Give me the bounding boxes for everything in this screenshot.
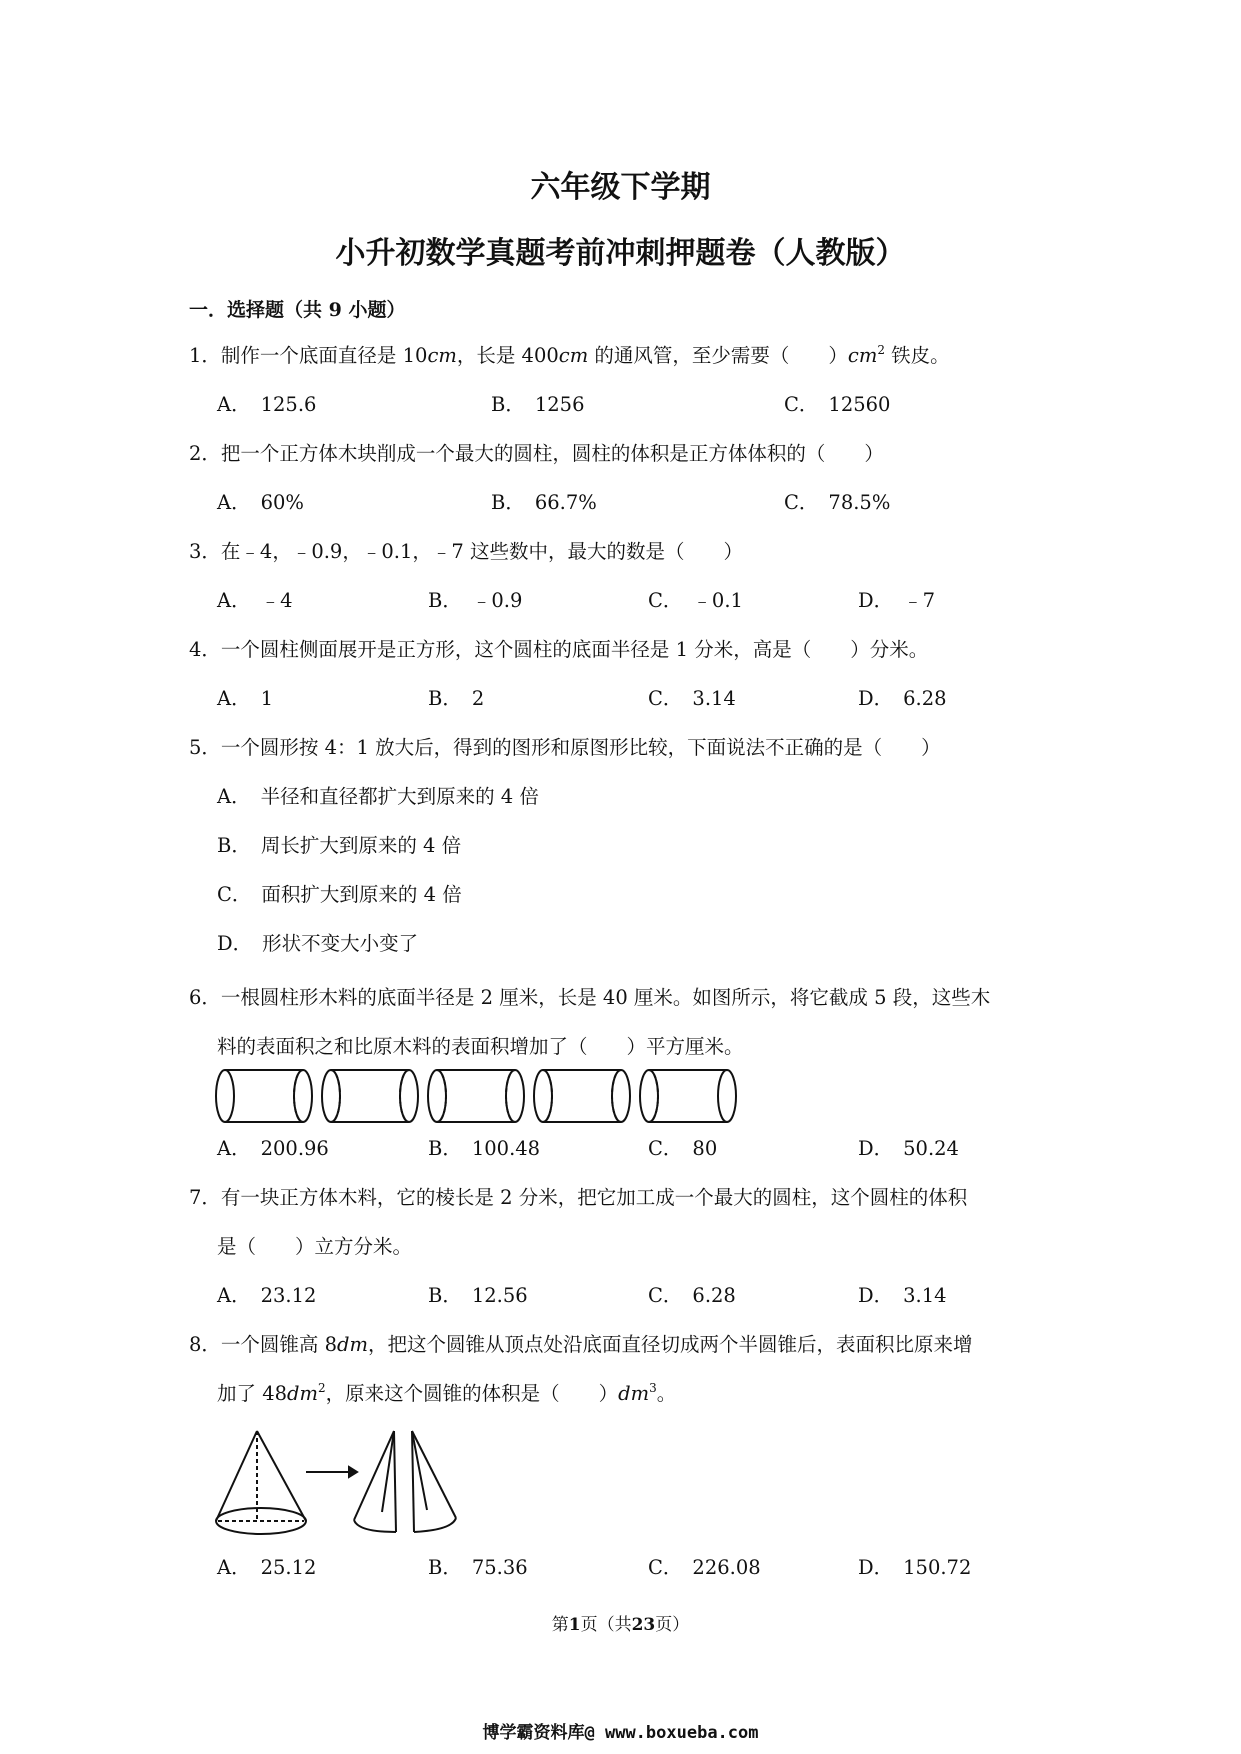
- cone-cut-figure: [214, 1428, 474, 1543]
- cylinder-segment: [640, 1070, 736, 1122]
- cone-icon: [216, 1431, 306, 1534]
- option-c: C． 78.5%: [784, 491, 891, 514]
- page-footer: 第1页（共23页）: [551, 1615, 690, 1635]
- cylinder-segments-figure: [215, 1067, 745, 1125]
- option-a: A． 125.6: [217, 393, 317, 416]
- half-cone-left-icon: [354, 1431, 396, 1532]
- unit: cm: [427, 344, 457, 367]
- option-b: B． 2: [428, 687, 485, 710]
- question-2: [189, 438, 884, 466]
- question-number: 3．: [189, 540, 221, 563]
- option-a: A． ﹣4: [217, 589, 293, 612]
- option-a: A． 半径和直径都扩大到原来的 4 倍: [217, 785, 539, 808]
- question-6: [189, 982, 990, 1010]
- option-c: C． 226.08: [648, 1556, 761, 1579]
- option-b: B． 66.7%: [491, 491, 597, 514]
- half-cone-right-icon: [412, 1431, 456, 1532]
- question-6-line2: 料的表面积之和比原木料的表面积增加了（ ）平方厘米。: [217, 1035, 744, 1058]
- option-b: B． ﹣0.9: [428, 589, 523, 612]
- question-text: ，把这个圆锥从顶点处沿底面直径切成两个半圆锥后，表面积比原来增: [368, 1333, 973, 1356]
- option-c: C． 面积扩大到原来的 4 倍: [217, 883, 462, 906]
- question-3: [189, 536, 743, 564]
- question-8-line2: 加了 $48dm^2$，原来这个圆锥的体积是（ ）$dm^3$。: [217, 1381, 677, 1405]
- cylinder-segment: [428, 1070, 524, 1122]
- question-text: 一个圆形按 4：1 放大后，得到的图形和原图形比较，下面说法不正确的是（ ）: [220, 736, 941, 759]
- option-d: D． 6.28: [858, 687, 947, 710]
- option-b: B． 75.36: [428, 1556, 528, 1579]
- unit: dm: [337, 1333, 369, 1356]
- page-total: 23: [631, 1615, 656, 1635]
- unit: cm: [847, 344, 878, 367]
- question-7: [189, 1182, 967, 1210]
- question-4: [189, 634, 928, 662]
- question-number: 1．: [189, 344, 221, 367]
- unit: cm: [558, 344, 589, 367]
- option-d: D． 形状不变大小变了: [217, 932, 419, 955]
- question-text: 制作一个底面直径是 10: [220, 344, 428, 367]
- option-a: A． 1: [217, 687, 274, 710]
- option-b: B． 周长扩大到原来的 4 倍: [217, 834, 462, 857]
- cylinder-segment: [322, 1070, 418, 1122]
- question-text: 有一块正方体木料，它的棱长是 2 分米，把它加工成一个最大的圆柱，这个圆柱的体积: [220, 1186, 968, 1209]
- question-number: 8．: [189, 1333, 221, 1356]
- question-7-line2: 是（ ）立方分米。: [217, 1235, 413, 1258]
- option-a: A． 25.12: [217, 1556, 317, 1579]
- question-number: 5．: [189, 736, 221, 759]
- option-c: C． 12560: [784, 393, 891, 416]
- question-text: 一个圆锥高 8: [220, 1333, 338, 1356]
- option-c: C． 80: [648, 1137, 718, 1160]
- watermark: 博学霸资料库@ www.boxueba.com: [482, 1723, 759, 1743]
- option-d: D． ﹣7: [858, 589, 936, 612]
- question-text: 一根圆柱形木料的底面半径是 2 厘米，长是 40 厘米。如图所示，将它截成 5 段，这些木: [220, 986, 991, 1009]
- option-b: B． 100.48: [428, 1137, 541, 1160]
- page-number: 1: [568, 1615, 581, 1635]
- exponent: 2: [877, 343, 885, 357]
- option-c: C． 3.14: [648, 687, 736, 710]
- question-8: [189, 1329, 973, 1357]
- option-d: D． 150.72: [858, 1556, 972, 1579]
- option-c: C． 6.28: [648, 1284, 736, 1307]
- question-text: 的通风管，至少需要（ ）: [588, 344, 848, 367]
- question-text: 在﹣4，﹣0.9，﹣0.1，﹣7 这些数中，最大的数是（ ）: [220, 540, 743, 563]
- option-d: D． 50.24: [858, 1137, 959, 1160]
- page-title: 六年级下学期: [530, 170, 711, 205]
- cylinder-segment: [534, 1070, 630, 1122]
- option-a: A． 23.12: [217, 1284, 317, 1307]
- option-d: D． 3.14: [858, 1284, 947, 1307]
- question-text: 一个圆柱侧面展开是正方形，这个圆柱的底面半径是 1 分米，高是（ ）分米。: [220, 638, 929, 661]
- section-heading: 一．选择题（共 9 小题）: [189, 299, 406, 321]
- question-text: 把一个正方体木块削成一个最大的圆柱，圆柱的体积是正方体体积的（ ）: [220, 442, 884, 465]
- option-a: A． 200.96: [217, 1137, 329, 1160]
- question-text: ，长是 400: [456, 344, 559, 367]
- option-b: B． 12.56: [428, 1284, 528, 1307]
- question-5: [189, 732, 941, 760]
- page-subtitle: 小升初数学真题考前冲刺押题卷（人教版）: [335, 236, 906, 271]
- question-number: 4．: [189, 638, 221, 661]
- option-b: B． 1256: [491, 393, 585, 416]
- question-number: 7．: [189, 1186, 221, 1209]
- question-text: 铁皮。: [884, 344, 950, 367]
- question-number: 6．: [189, 986, 221, 1009]
- option-a: A． 60%: [217, 491, 304, 514]
- question-number: 2．: [189, 442, 221, 465]
- option-c: C． ﹣0.1: [648, 589, 743, 612]
- cylinder-segment: [216, 1070, 312, 1122]
- arrow-right-icon: [306, 1467, 357, 1477]
- question-1: [189, 340, 950, 368]
